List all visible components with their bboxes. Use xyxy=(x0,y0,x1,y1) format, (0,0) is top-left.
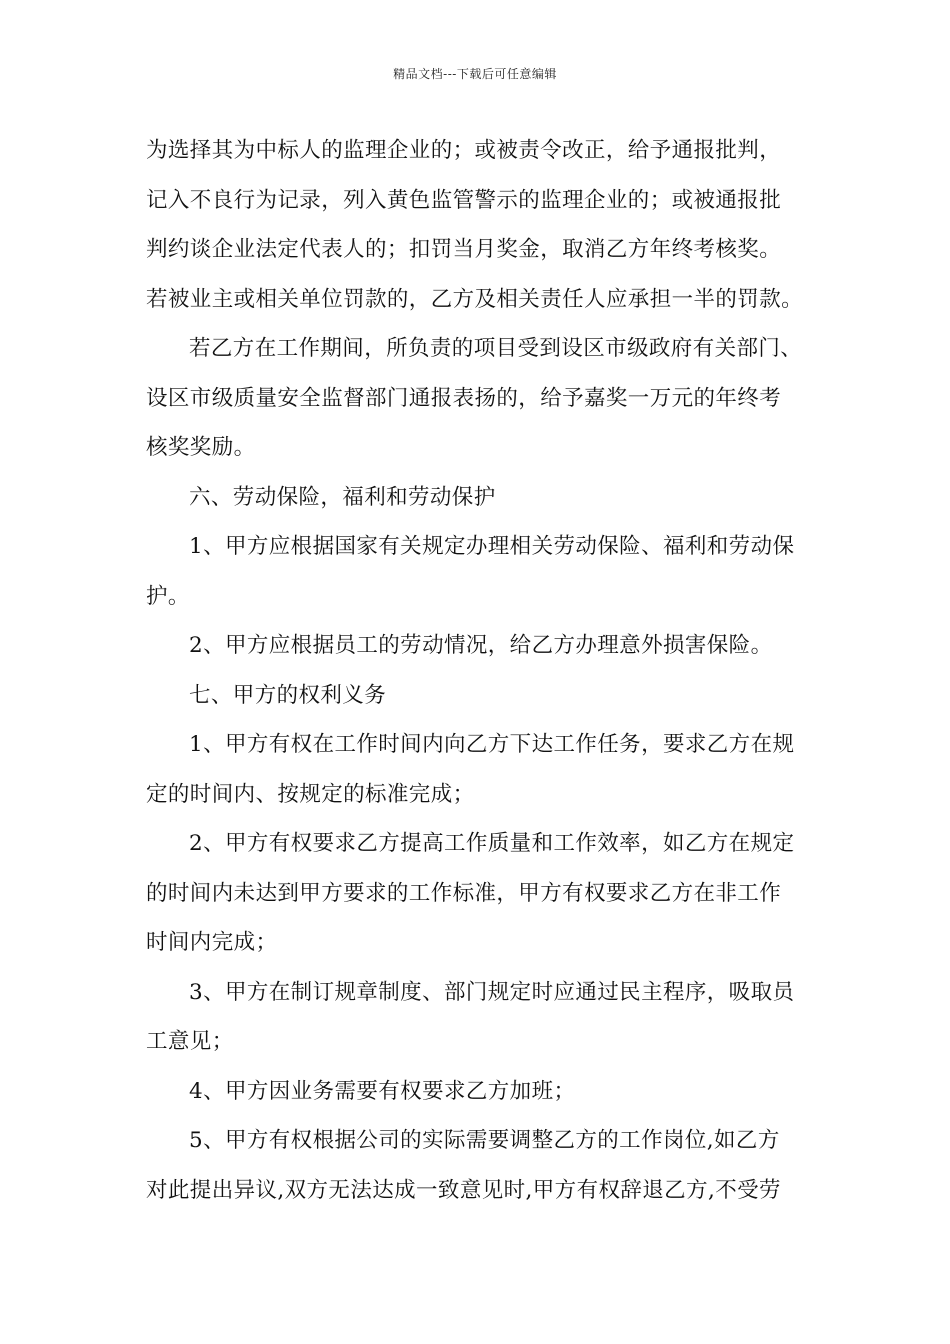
text-line: 的时间内未达到甲方要求的工作标准，甲方有权要求乙方在非工作 xyxy=(146,880,782,906)
text-line: 5、甲方有权根据公司的实际需要调整乙方的工作岗位,如乙方 xyxy=(189,1128,780,1153)
text-line: 护。 xyxy=(146,583,190,609)
text-line: 1、甲方有权在工作时间内向乙方下达工作任务，要求乙方在规 xyxy=(189,732,795,757)
text-line: 4、甲方因业务需要有权要求乙方加班； xyxy=(189,1078,576,1104)
text-line: 记入不良行为记录，列入黄色监管警示的监理企业的；或被通报批 xyxy=(146,187,782,213)
text-line: 3、甲方在制订规章制度、部门规定时应通过民主程序，吸取员 xyxy=(189,979,795,1005)
header-text: 精品文档---下载后可任意编辑 xyxy=(393,67,557,81)
text-line: 设区市级质量安全监督部门通报表扬的，给予嘉奖一万元的年终考 xyxy=(146,385,782,411)
text-line: 判约谈企业法定代表人的；扣罚当月奖金，取消乙方年终考核奖。 xyxy=(146,237,782,262)
text-line: 工意见； xyxy=(146,1029,234,1054)
text-line: 若被业主或相关单位罚款的，乙方及相关责任人应承担一半的罚款。 xyxy=(146,286,804,312)
page-header xyxy=(0,66,950,82)
text-line: 定的时间内、按规定的标准完成； xyxy=(146,781,475,807)
section-heading: 六、劳动保险，福利和劳动保护 xyxy=(189,484,496,510)
text-line: 时间内完成； xyxy=(146,930,278,955)
text-line: 若乙方在工作期间，所负责的项目受到设区市级政府有关部门、 xyxy=(189,336,803,361)
text-line: 为选择其为中标人的监理企业的；或被责令改正，给予通报批判， xyxy=(146,138,782,163)
text-line: 对此提出异议,双方无法达成一致意见时,甲方有权辞退乙方,不受劳 xyxy=(146,1177,781,1203)
text-line: 1、甲方应根据国家有关规定办理相关劳动保险、福利和劳动保 xyxy=(189,534,795,559)
section-heading: 七、甲方的权利义务 xyxy=(189,682,387,708)
text-line: 2、甲方应根据员工的劳动情况，给乙方办理意外损害保险。 xyxy=(189,633,773,658)
text-line: 2、甲方有权要求乙方提高工作质量和工作效率，如乙方在规定 xyxy=(189,831,795,856)
text-line: 核奖奖励。 xyxy=(146,435,256,460)
document-body xyxy=(146,131,814,1220)
